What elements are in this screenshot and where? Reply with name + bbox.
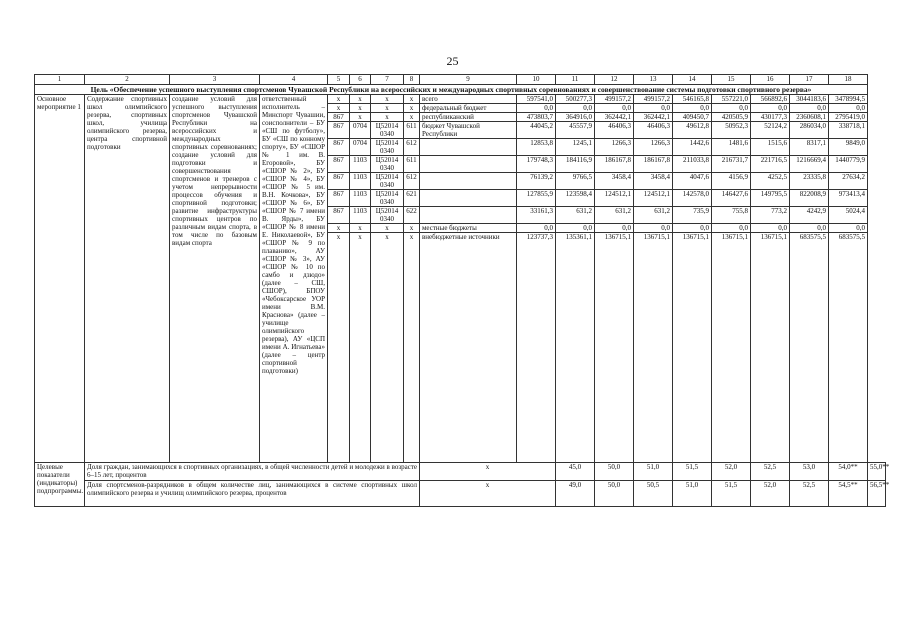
funding-value: 631,2: [634, 207, 673, 224]
funding-value: 409450,7: [673, 113, 712, 122]
grbs-code: 867: [328, 190, 350, 207]
funding-value: 0,0: [517, 104, 556, 113]
funding-value: 186167,8: [634, 156, 673, 173]
page-number: 25: [446, 54, 459, 68]
funding-value: 221716,5: [751, 156, 790, 173]
column-number: 6: [350, 75, 371, 85]
funding-value: 9766,5: [556, 173, 595, 190]
funding-source: [420, 139, 517, 156]
funding-value: 184116,9: [556, 156, 595, 173]
funding-value: 973413,4: [829, 190, 868, 207]
target-article-code: x: [371, 104, 404, 113]
indicator-value: 54,0**: [829, 463, 868, 481]
section-code: x: [350, 95, 371, 104]
funding-value: 1481,6: [712, 139, 751, 156]
indicator-value: 52,5: [751, 463, 790, 481]
expense-type-code: 612: [404, 139, 420, 156]
funding-value: 0,0: [595, 104, 634, 113]
indicator-value: 49,0: [556, 481, 595, 507]
funding-value: 5024,4: [829, 207, 868, 224]
funding-value: 735,9: [673, 207, 712, 224]
funding-value: 0,0: [634, 224, 673, 233]
indicator-row: [35, 463, 886, 481]
grbs-code: x: [328, 95, 350, 104]
measure-executor: ответственный исполнитель – Минспорт Чувашии, соисполнители – БУ «СШ по футболу», БУ «СШ по конному спорту», БУ «СШОР № 1 им. В. Егоровой», БУ «СШОР № 2», БУ «СШОР № 4», БУ «СШОР № 5 им. В.Н. Кочкова», БУ «СШОР № 6», БУ «СШОР № 7 имени В. Ярды», БУ «СШОР № 8 имени Е. Николаевой», БУ «СШОР № 9 по плаванию», АУ «СШОР № 3», АУ «СШОР № 10 по самбо и дзюдо» (далее – СШ, СШОР), БПОУ «Чебоксарское УОР имени В.М. Краснова» (далее – училище олимпийского резерва), АУ «ЦСП имени А. Игнатьева» (далее – центр спортивной подготовки): [260, 95, 328, 463]
target-article-code: x: [371, 113, 404, 122]
funding-value: 631,2: [595, 207, 634, 224]
indicator-value: 50,0: [595, 481, 634, 507]
section-code: 1103: [350, 207, 371, 224]
funding-value: 4156,9: [712, 173, 751, 190]
column-number: 18: [829, 75, 868, 85]
expense-type-code: x: [404, 224, 420, 233]
indicator-value: 52,0: [751, 481, 790, 507]
funding-value: 76139,2: [517, 173, 556, 190]
column-number: 2: [85, 75, 170, 85]
expense-type-code: x: [404, 104, 420, 113]
funding-value: 136715,1: [751, 233, 790, 463]
funding-value: 44045,2: [517, 122, 556, 139]
funding-value: 0,0: [556, 224, 595, 233]
expense-type-code: 622: [404, 207, 420, 224]
funding-value: 50952,3: [712, 122, 751, 139]
funding-value: 2795419,0: [829, 113, 868, 122]
funding-value: 683575,5: [829, 233, 868, 463]
funding-value: 4242,9: [790, 207, 829, 224]
funding-value: 499157,2: [634, 95, 673, 104]
funding-value: 0,0: [595, 224, 634, 233]
indicator-mark: x: [420, 481, 556, 507]
funding-value: 142578,0: [673, 190, 712, 207]
funding-source: [420, 207, 517, 224]
funding-value: 286034,0: [790, 122, 829, 139]
target-article-code: Ц52014 0340: [371, 173, 404, 190]
column-number: 14: [673, 75, 712, 85]
target-article-code: Ц52014 0340: [371, 139, 404, 156]
indicator-value: 55,0**: [868, 463, 886, 481]
funding-value: 216731,7: [712, 156, 751, 173]
funding-value: 0,0: [829, 104, 868, 113]
funding-value: 1442,6: [673, 139, 712, 156]
funding-value: 149795,5: [751, 190, 790, 207]
funding-value: 362442,1: [595, 113, 634, 122]
funding-value: 4252,5: [751, 173, 790, 190]
funding-value: 0,0: [517, 224, 556, 233]
funding-value: 1440779,9: [829, 156, 868, 173]
section-code: 0704: [350, 122, 371, 139]
funding-value: 500277,3: [556, 95, 595, 104]
target-article-code: Ц52014 0340: [371, 122, 404, 139]
funding-value: 631,2: [556, 207, 595, 224]
indicator-mark: x: [420, 463, 556, 481]
column-number: 15: [712, 75, 751, 85]
expense-type-code: 611: [404, 156, 420, 173]
section-code: x: [350, 113, 371, 122]
funding-value: 52124,2: [751, 122, 790, 139]
funding-value: 0,0: [673, 224, 712, 233]
expense-type-code: 611: [404, 122, 420, 139]
indicator-value: 50,0: [595, 463, 634, 481]
target-article-code: Ц52014 0340: [371, 190, 404, 207]
target-article-code: Ц52014 0340: [371, 156, 404, 173]
funding-value: 1216669,4: [790, 156, 829, 173]
column-number: 8: [404, 75, 420, 85]
funding-source: всего: [420, 95, 517, 104]
grbs-code: 867: [328, 113, 350, 122]
funding-value: 3458,4: [634, 173, 673, 190]
indicator-value: 52,0: [712, 463, 751, 481]
section-code: 1103: [350, 190, 371, 207]
funding-value: 49612,8: [673, 122, 712, 139]
funding-value: 186167,8: [595, 156, 634, 173]
funding-source: [420, 173, 517, 190]
column-number: 13: [634, 75, 673, 85]
funding-value: 0,0: [712, 224, 751, 233]
funding-value: 12853,8: [517, 139, 556, 156]
column-number: 12: [595, 75, 634, 85]
funding-value: 499157,2: [595, 95, 634, 104]
funding-value: 136715,1: [595, 233, 634, 463]
funding-value: 2360608,1: [790, 113, 829, 122]
section-code: x: [350, 104, 371, 113]
funding-value: 0,0: [673, 104, 712, 113]
funding-value: 3458,4: [595, 173, 634, 190]
funding-value: 3044183,6: [790, 95, 829, 104]
section-code: x: [350, 224, 371, 233]
funding-value: 338718,1: [829, 122, 868, 139]
indicator-value: 51,0: [634, 463, 673, 481]
funding-value: 822008,9: [790, 190, 829, 207]
indicator-value: 53,0: [790, 463, 829, 481]
funding-value: 597541,0: [517, 95, 556, 104]
funding-value: 0,0: [556, 104, 595, 113]
section-code: 1103: [350, 173, 371, 190]
funding-value: 0,0: [751, 104, 790, 113]
funding-value: 124512,1: [634, 190, 673, 207]
funding-value: 211033,8: [673, 156, 712, 173]
funding-value: 27634,2: [829, 173, 868, 190]
funding-source: бюджет Чувашской Республики: [420, 122, 517, 139]
grbs-code: 867: [328, 207, 350, 224]
column-number: 1: [35, 75, 85, 85]
funding-value: 135361,1: [556, 233, 595, 463]
funding-value: 179748,3: [517, 156, 556, 173]
funding-value: 0,0: [829, 224, 868, 233]
funding-value: 362442,1: [634, 113, 673, 122]
funding-value: 1245,1: [556, 139, 595, 156]
column-number: 5: [328, 75, 350, 85]
funding-row: [35, 95, 886, 104]
grbs-code: x: [328, 233, 350, 463]
target-article-code: x: [371, 95, 404, 104]
expense-type-code: x: [404, 113, 420, 122]
funding-value: 430177,3: [751, 113, 790, 122]
funding-source: внебюджетные источники: [420, 233, 517, 463]
column-number: 3: [170, 75, 260, 85]
indicator-text: Доля граждан, занимающихся в спортивных организациях, в общей численности детей и молодежи в возрасте 6–15 лет, процентов: [85, 463, 420, 481]
column-number: 9: [420, 75, 517, 85]
funding-value: 136715,1: [673, 233, 712, 463]
measure-content: Содержание спортивных школ олимпийского резерва, спортивных школ, училища олимпийского резерва, центра спортивной подготовки: [85, 95, 170, 463]
funding-source: федеральный бюджет: [420, 104, 517, 113]
expense-type-code: x: [404, 233, 420, 463]
funding-value: 46406,3: [595, 122, 634, 139]
column-number: 11: [556, 75, 595, 85]
indicator-value: 54,5**: [829, 481, 868, 507]
indicator-value: 51,0: [673, 481, 712, 507]
funding-value: 123598,4: [556, 190, 595, 207]
goal-row: [35, 85, 886, 95]
funding-value: 136715,1: [634, 233, 673, 463]
funding-value: 0,0: [751, 224, 790, 233]
column-number: 4: [260, 75, 328, 85]
program-table: [34, 74, 890, 507]
funding-value: 0,0: [790, 224, 829, 233]
indicator-text: Доля спортсменов-разрядников в общем количестве лиц, занимающихся в системе спортивных школ олимпийского резерва и училищ олимпийского резерва, процентов: [85, 481, 420, 507]
funding-value: 146427,6: [712, 190, 751, 207]
funding-value: 124512,1: [595, 190, 634, 207]
expense-type-code: 612: [404, 173, 420, 190]
funding-value: 773,2: [751, 207, 790, 224]
grbs-code: 867: [328, 122, 350, 139]
indicator-value: 45,0: [556, 463, 595, 481]
funding-source: [420, 190, 517, 207]
column-number: 17: [790, 75, 829, 85]
funding-source: республиканский: [420, 113, 517, 122]
indicators-label: Целевые показатели (индикаторы) подпрограммы.: [35, 463, 85, 507]
funding-source: местные бюджеты: [420, 224, 517, 233]
funding-value: 755,8: [712, 207, 751, 224]
funding-value: 123737,3: [517, 233, 556, 463]
indicator-value: 50,5: [634, 481, 673, 507]
grbs-code: x: [328, 224, 350, 233]
indicator-value: 56,5**: [868, 481, 886, 507]
funding-value: 45557,9: [556, 122, 595, 139]
funding-value: 420505,9: [712, 113, 751, 122]
funding-value: 9849,0: [829, 139, 868, 156]
funding-source: [420, 156, 517, 173]
section-code: 1103: [350, 156, 371, 173]
funding-value: 8317,1: [790, 139, 829, 156]
measure-rows: [35, 95, 886, 463]
funding-value: 136715,1: [712, 233, 751, 463]
grbs-code: x: [328, 104, 350, 113]
column-number: 16: [751, 75, 790, 85]
funding-value: 1515,6: [751, 139, 790, 156]
funding-value: 683575,5: [790, 233, 829, 463]
funding-value: 127855,9: [517, 190, 556, 207]
goal-title: Цель «Обеспечение успешного выступления спортсменов Чувашской Республики на всероссийских и международных спортивных соревнованиях и совершенствование системы подготовки спортивного резерва»: [35, 85, 868, 95]
funding-value: 3478994,5: [829, 95, 868, 104]
target-article-code: Ц52014 0340: [371, 207, 404, 224]
funding-value: 1266,3: [595, 139, 634, 156]
measure-tasks: создание условий для успешного выступления спортсменов Чувашской Республики на всероссийских и международных спортивных соревнованиях; создание условий для подготовки и совершенствования спортсменов и тренеров с учетом непрерывности процессов обучения и спортивной подготовки; развитие инфраструктуры спортивных центров по различным видам спорта, в том числе по базовым видам спорта: [170, 95, 260, 463]
section-code: x: [350, 233, 371, 463]
funding-value: 546165,8: [673, 95, 712, 104]
funding-value: 473803,7: [517, 113, 556, 122]
funding-value: 4047,6: [673, 173, 712, 190]
column-number: 10: [517, 75, 556, 85]
funding-value: 0,0: [712, 104, 751, 113]
column-number-row: [35, 75, 886, 85]
measure-status: Основное мероприятие 1: [35, 95, 85, 463]
indicator-value: 51,5: [712, 481, 751, 507]
section-code: 0704: [350, 139, 371, 156]
column-number: 7: [371, 75, 404, 85]
funding-value: 0,0: [634, 104, 673, 113]
indicator-row: [35, 481, 886, 507]
funding-value: 364916,0: [556, 113, 595, 122]
funding-value: 23335,8: [790, 173, 829, 190]
funding-value: 46406,3: [634, 122, 673, 139]
target-article-code: x: [371, 224, 404, 233]
indicator-value: 51,5: [673, 463, 712, 481]
grbs-code: 867: [328, 139, 350, 156]
expense-type-code: x: [404, 95, 420, 104]
grbs-code: 867: [328, 173, 350, 190]
funding-value: 33161,3: [517, 207, 556, 224]
indicator-rows: [35, 463, 890, 507]
target-article-code: x: [371, 233, 404, 463]
funding-value: 557221,0: [712, 95, 751, 104]
funding-value: 566892,6: [751, 95, 790, 104]
funding-value: 0,0: [790, 104, 829, 113]
indicator-value: 52,5: [790, 481, 829, 507]
grbs-code: 867: [328, 156, 350, 173]
expense-type-code: 621: [404, 190, 420, 207]
funding-value: 1266,3: [634, 139, 673, 156]
